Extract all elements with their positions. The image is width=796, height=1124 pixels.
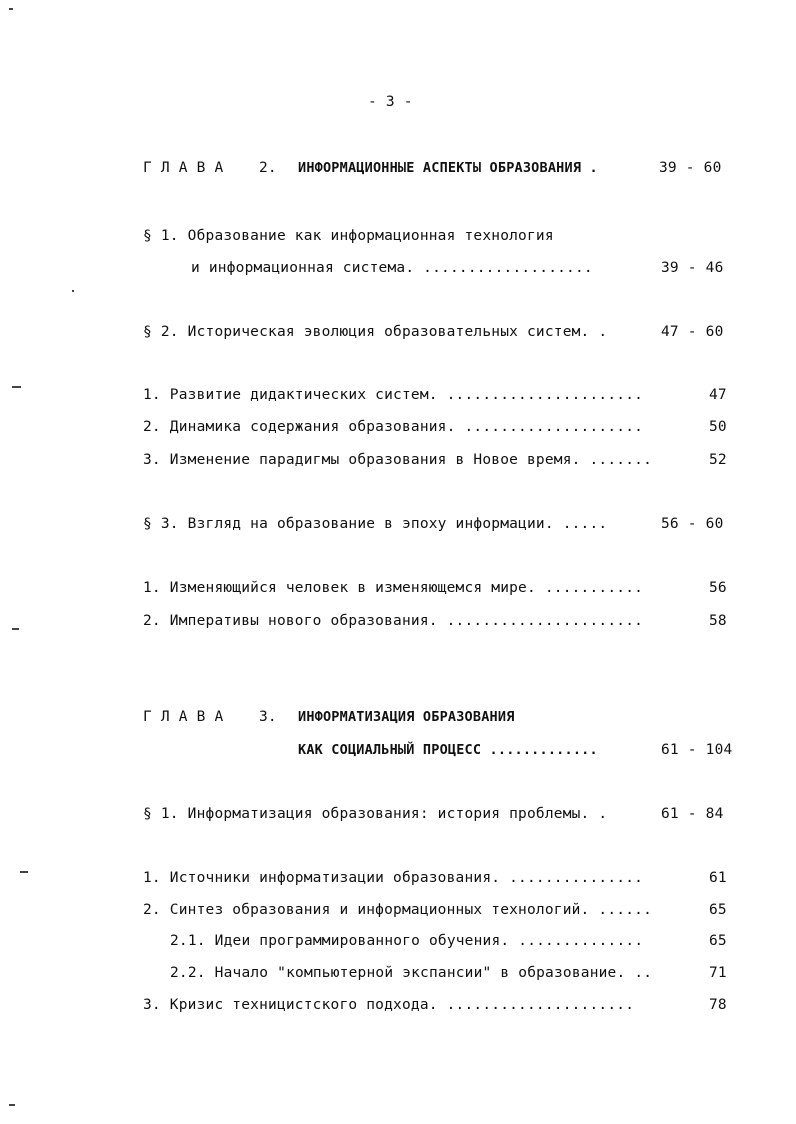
chapter-3-title-cont: КАК СОЦИАЛЬНЫЙ ПРОЦЕСС .............	[298, 742, 598, 758]
toc-item: 1. Источники информатизации образования. ...............	[143, 870, 644, 886]
toc-item-page: 58	[709, 613, 727, 629]
toc-item-page: 50	[709, 419, 727, 435]
scan-speck	[72, 290, 74, 292]
scan-speck	[20, 871, 28, 873]
toc-subitem: 2.2. Начало "компьютерной экспансии" в образование. ..	[170, 965, 653, 981]
toc-item-page: 65	[709, 902, 727, 918]
toc-subitem: 2.1. Идеи программированного обучения. ..............	[170, 933, 644, 949]
toc-subitem-page: 71	[709, 965, 727, 981]
scan-speck	[9, 1104, 15, 1106]
chapter-3-section-1-title: § 1. Информатизация образования: история проблемы. .	[143, 806, 608, 822]
scan-speck	[9, 8, 13, 10]
chapter-3-section-1-pages: 61 - 84	[661, 806, 724, 822]
toc-item: 1. Развитие дидактических систем. ......................	[143, 387, 644, 403]
scan-speck	[12, 386, 21, 388]
toc-item-page: 78	[709, 997, 727, 1013]
chapter-2-label: Г Л А В А	[143, 160, 224, 176]
scan-speck	[12, 628, 19, 630]
section-1-title-cont: и информационная система. ...................	[191, 260, 593, 276]
toc-item-page: 52	[709, 452, 727, 468]
toc-subitem-page: 65	[709, 933, 727, 949]
chapter-3-title: ИНФОРМАТИЗАЦИЯ ОБРАЗОВАНИЯ	[298, 709, 515, 725]
toc-item: 1. Изменяющийся человек в изменяющемся мире. ...........	[143, 580, 644, 596]
page-number: - 3 -	[368, 94, 413, 110]
chapter-3-pages: 61 - 104	[661, 742, 733, 758]
section-2-title: § 2. Историческая эволюция образовательных систем. .	[143, 324, 608, 340]
chapter-2-pages: 39 - 60	[659, 160, 722, 176]
section-3-pages: 56 - 60	[661, 516, 724, 532]
toc-item-page: 61	[709, 870, 727, 886]
toc-item: 2. Императивы нового образования. ......................	[143, 613, 644, 629]
chapter-3-label: Г Л А В А	[143, 709, 224, 725]
toc-item: 3. Изменение парадигмы образования в Новое время. .......	[143, 452, 652, 468]
chapter-2-title: ИНФОРМАЦИОННЫЕ АСПЕКТЫ ОБРАЗОВАНИЯ .	[298, 160, 598, 176]
toc-item: 3. Кризис техницистского подхода. .....................	[143, 997, 635, 1013]
section-1-title: § 1. Образование как информационная технология	[143, 228, 554, 244]
section-1-pages: 39 - 46	[661, 260, 724, 276]
chapter-3-number: 3.	[259, 709, 277, 725]
toc-item-page: 47	[709, 387, 727, 403]
toc-item-page: 56	[709, 580, 727, 596]
section-2-pages: 47 - 60	[661, 324, 724, 340]
toc-item: 2. Синтез образования и информационных технологий. ......	[143, 902, 652, 918]
chapter-2-number: 2.	[259, 160, 277, 176]
section-3-title: § 3. Взгляд на образование в эпоху информации. .....	[143, 516, 608, 532]
toc-item: 2. Динамика содержания образования. ....................	[143, 419, 644, 435]
